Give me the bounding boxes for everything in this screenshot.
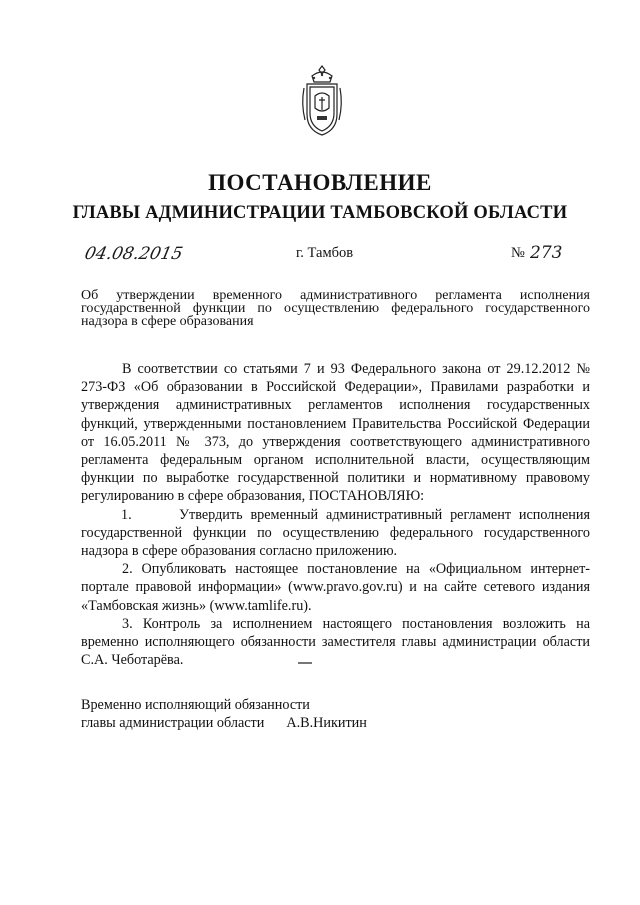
number-sign: № (511, 245, 525, 261)
signatory-name: А.В.Никитин (286, 715, 367, 731)
document-subtitle: ГЛАВЫ АДМИНИСТРАЦИИ ТАМБОВСКОЙ ОБЛАСТИ (72, 203, 568, 223)
ink-mark (298, 662, 312, 664)
signatory-position-text: главы администрации области (81, 715, 265, 731)
preamble-paragraph: В соответствии со статьями 7 и 93 Федерального закона от 29.12.2012 № 273-ФЗ «Об образовании в Российской Федерации», Правилами разработки и утверждения административных регламентов исполнения государственных функций, утвержденными постановлением Правительства Российской Федерации от 16.05.2011 № 373, до утверждения соответствующего административного регламента федеральным органом исполнительной власти, осуществляющим функции по выработке государственной политики и нормативному правовому регулированию в сфере образования, ПОСТАНОВЛЯЮ: (81, 361, 590, 505)
signatory-position-line-1: Временно исполняющий обязанности (81, 697, 310, 713)
document-body (81, 360, 590, 669)
document-title: ПОСТАНОВЛЕНИЕ (208, 170, 432, 195)
decree-item-2: 2. Опубликовать настоящее постановление на «Официальном интернет-портале правовой информации» (www.pravo.gov.ru) и на сайте сетевого издания «Тамбовская жизнь» (www.tamlife.ru). (81, 561, 590, 614)
decree-item-3: 3. Контроль за исполнением настоящего постановления возложить на временно исполняющего обязанности заместителя главы администрации области С.А. Чеботарёва. (81, 615, 590, 669)
signature-block (81, 696, 590, 732)
decree-item-1: 1. Утвердить временный административный регламент исполнения государственной функции по осуществлению федерального государственного надзора в сфере образования согласно приложению. (81, 506, 590, 560)
document-city: г. Тамбов (296, 245, 354, 261)
signatory-position-line-2 (81, 714, 590, 732)
document-number: 273 (530, 243, 563, 263)
document-about: Об утверждении временного административного регламента исполнения государственной функции по осуществлению федерального государственного надзора в сфере образования (81, 288, 590, 330)
document-date: 04.08.2015 (82, 244, 185, 264)
coat-of-arms-icon (299, 64, 345, 138)
